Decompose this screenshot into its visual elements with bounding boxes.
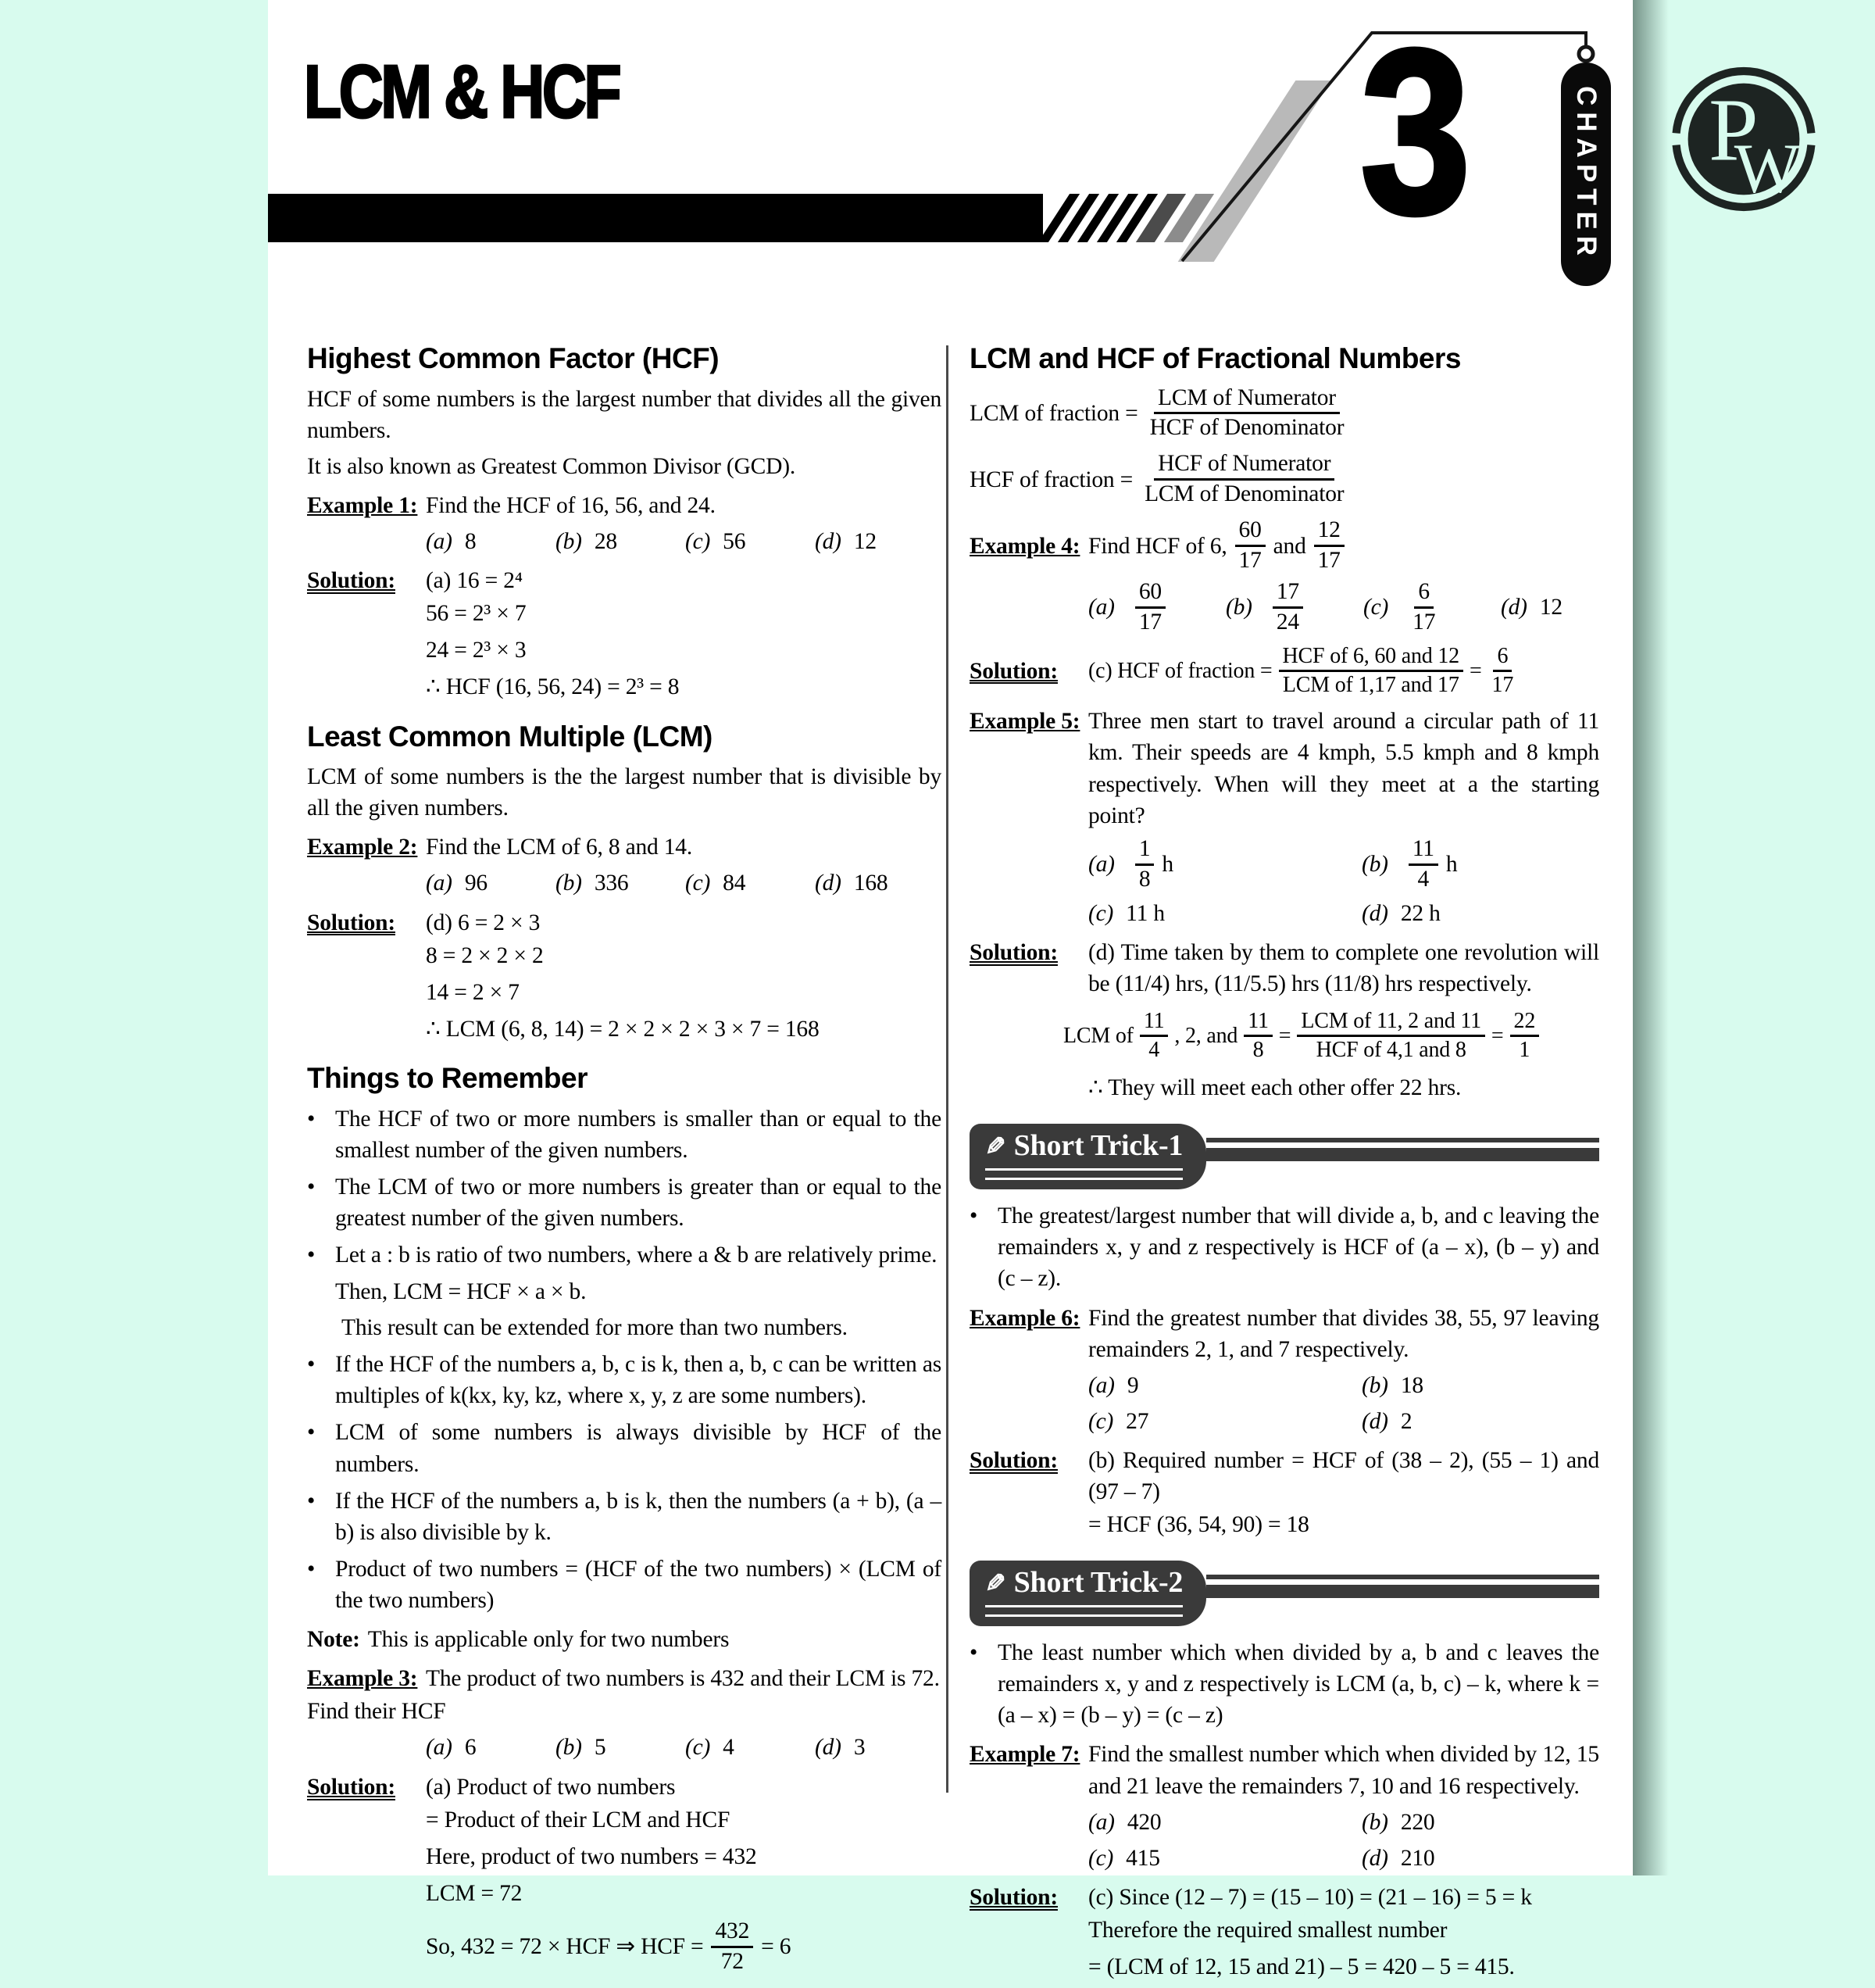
example-4 bbox=[970, 517, 1599, 574]
option: (a) 420 bbox=[1088, 1809, 1162, 1835]
solution-line: (a) 16 = 2⁴ bbox=[426, 568, 523, 594]
note: Note: This is applicable only for two numbers bbox=[307, 1627, 730, 1653]
solution-line: LCM = 72 bbox=[426, 1880, 523, 1906]
example-3 bbox=[307, 1663, 941, 1694]
section-heading-things: Things to Remember bbox=[307, 1061, 588, 1094]
option: (c) 415 bbox=[1088, 1845, 1160, 1871]
example-label: Example 2: bbox=[307, 835, 418, 860]
short-trick-2-banner bbox=[970, 1561, 1599, 1626]
option: (a) $\frac{60}{17}$ bbox=[1088, 579, 1226, 636]
option: (a) 96 bbox=[426, 871, 488, 896]
solution-lines bbox=[307, 940, 941, 1045]
bullet-item: • Product of two numbers = (HCF of the two numbers) × (LCM of the two numbers) bbox=[307, 1554, 941, 1616]
bullet-icon: • bbox=[307, 1556, 316, 1582]
short-trick-label: Short Trick-2 bbox=[1013, 1566, 1184, 1600]
option: (a) 6 bbox=[426, 1735, 477, 1761]
solution-line: (b) Required number = HCF of (38 – 2), (55 – 1) and (97 – 7) bbox=[1088, 1447, 1599, 1505]
fraction: $\frac{11}{4}$ bbox=[1409, 836, 1438, 893]
bullet-item: • LCM of some numbers is always divisible by HCF of the numbers. bbox=[307, 1417, 941, 1479]
option: (d) 12 bbox=[815, 528, 877, 554]
left-column bbox=[307, 342, 941, 1985]
bullet-icon: • bbox=[307, 1488, 316, 1514]
example-2 bbox=[307, 831, 941, 863]
example-label: Example 5: bbox=[970, 709, 1080, 735]
fraction: $\frac{6}{17}$ bbox=[1491, 643, 1514, 698]
right-column bbox=[970, 342, 1599, 1988]
page-edge-shadow bbox=[1633, 0, 1669, 1875]
bullet-item: • Let a : b is ratio of two numbers, where a & b are relatively prime. bbox=[307, 1239, 941, 1271]
bullet-item: • If the HCF of the numbers a, b, c is k, then a, b, c can be written as multiples of k(kx, ky, kz, where x, y, z are some numbers). bbox=[307, 1349, 941, 1411]
example-label: Example 7: bbox=[970, 1742, 1080, 1768]
solution-6 bbox=[970, 1445, 1599, 1507]
solution-line: 14 = 2 × 7 bbox=[426, 979, 520, 1005]
svg-text:W: W bbox=[1734, 130, 1801, 208]
fraction: $\frac{22}{1}$ bbox=[1510, 1009, 1540, 1063]
note-label: Note: bbox=[307, 1627, 360, 1653]
options-row bbox=[307, 867, 941, 899]
short-trick-badge bbox=[970, 1124, 1206, 1189]
option: (b) 220 bbox=[1362, 1809, 1435, 1835]
hcf-fraction-definition: HCF of fraction = $\frac{\text{HCF of Numerator}}{\text{LCM of Denominator}}$ bbox=[970, 451, 1599, 508]
option: (b) 5 bbox=[555, 1735, 606, 1761]
option: (c) 27 bbox=[1088, 1408, 1149, 1434]
paragraph: It is also known as Greatest Common Divisor (GCD). bbox=[307, 453, 795, 479]
options-row bbox=[970, 1406, 1599, 1437]
solution-label: Solution: bbox=[970, 658, 1058, 684]
solution-lines bbox=[970, 1072, 1599, 1103]
bullet-subline: Then, LCM = HCF × a × b. bbox=[335, 1279, 587, 1305]
option: (b) 18 bbox=[1362, 1372, 1423, 1398]
fraction: $\frac{60}{17}$ bbox=[1235, 517, 1266, 574]
option: (c) $\frac{6}{17}$ bbox=[1363, 579, 1501, 636]
options-row bbox=[970, 1807, 1599, 1838]
solution-label: Solution: bbox=[970, 1447, 1058, 1473]
solution-line: Therefore the required smallest number bbox=[1088, 1917, 1448, 1943]
solution-line: (a) Product of two numbers bbox=[426, 1774, 676, 1800]
solution-line: = (LCM of 12, 15 and 21) – 5 = 420 – 5 = 415. bbox=[1088, 1954, 1515, 1980]
solution-line: = HCF (36, 54, 90) = 18 bbox=[1088, 1512, 1309, 1538]
banner-rules bbox=[1206, 1575, 1599, 1598]
bullet-item: • If the HCF of the numbers a, b is k, then the numbers (a + b), (a – b) is also divisible by k. bbox=[307, 1486, 941, 1548]
fraction: $\frac{17}{24}$ bbox=[1273, 579, 1303, 636]
solution-7 bbox=[970, 1882, 1599, 1913]
option: (b) 28 bbox=[555, 528, 617, 554]
short-trick-badge bbox=[970, 1561, 1206, 1626]
option: (a) $\frac{1}{8}$ h bbox=[1088, 835, 1173, 892]
option: (d) 168 bbox=[815, 871, 888, 896]
section-heading-fractional: LCM and HCF of Fractional Numbers bbox=[970, 342, 1461, 374]
bullet-subline: This result can be extended for more than two numbers. bbox=[341, 1315, 848, 1341]
example-label: Example 3: bbox=[307, 1666, 418, 1692]
svg-text:P: P bbox=[1709, 80, 1759, 180]
solution-lines bbox=[307, 598, 941, 703]
option: (d) 12 bbox=[1501, 595, 1562, 620]
option: (b) $\frac{11}{4}$ h bbox=[1362, 835, 1458, 892]
solution-line: Here, product of two numbers = 432 bbox=[426, 1843, 757, 1869]
chapter-tag-label: CHAPTER bbox=[1570, 86, 1602, 263]
column-divider bbox=[946, 345, 948, 1793]
option: (d) 2 bbox=[1362, 1408, 1412, 1434]
solution-lines bbox=[307, 1804, 941, 1909]
options-row bbox=[970, 898, 1599, 929]
solution-line: 24 = 2³ × 3 bbox=[426, 638, 527, 663]
example-label: Example 6: bbox=[970, 1305, 1080, 1331]
bullet-item: • The LCM of two or more numbers is greater than or equal to the greatest number of the given numbers. bbox=[307, 1171, 941, 1234]
bullet-icon: • bbox=[970, 1640, 978, 1666]
page-title: LCM & HCF bbox=[304, 50, 620, 134]
example-question: Find the smallest number which when divided by 12, 15 and 21 leave the remainders 7, 10 and 16 respectively. bbox=[1088, 1742, 1599, 1799]
option: (d) 210 bbox=[1362, 1845, 1435, 1871]
example-5 bbox=[970, 706, 1599, 831]
option: (c) 11 h bbox=[1088, 900, 1165, 926]
lcm-fraction-definition: LCM of fraction = $\frac{\text{LCM of Numerator}}{\text{HCF of Denominator}}$ bbox=[970, 385, 1599, 442]
solution-line: ∴ They will meet each other offer 22 hrs. bbox=[1088, 1075, 1462, 1101]
bullet-item: • The least number which when divided by a, b and c leaves the remainders x, y and z respectively is LCM (a, b, c) – k, where k = (a – x) = (b – y) = (c – z) bbox=[970, 1637, 1599, 1731]
bullet-icon: • bbox=[307, 1106, 316, 1132]
options-row bbox=[970, 1370, 1599, 1401]
solution-label: Solution: bbox=[307, 568, 395, 594]
bullet-item: • The HCF of two or more numbers is smaller than or equal to the smallest number of the given numbers. bbox=[307, 1103, 941, 1166]
example-question: Find the greatest number that divides 38, 55, 97 leaving remainders 2, 1, and 7 respectively. bbox=[1088, 1305, 1599, 1362]
option: (c) 4 bbox=[685, 1735, 734, 1761]
example-question: Find the HCF of 16, 56, and 24. bbox=[426, 492, 716, 518]
solution-line: ∴ HCF (16, 56, 24) = 2³ = 8 bbox=[426, 674, 680, 700]
short-trick-1-banner bbox=[970, 1124, 1599, 1189]
solution-line: ∴ LCM (6, 8, 14) = 2 × 2 × 2 × 3 × 7 = 168 bbox=[426, 1016, 820, 1042]
example-label: Example 4: bbox=[970, 533, 1080, 559]
pw-logo-icon bbox=[1664, 59, 1823, 219]
option: (b) 336 bbox=[555, 871, 629, 896]
solution-label: Solution: bbox=[970, 939, 1058, 965]
options-row bbox=[307, 1732, 941, 1763]
solution-line: = Product of their LCM and HCF bbox=[426, 1807, 730, 1832]
option: (b) $\frac{17}{24}$ bbox=[1226, 579, 1363, 636]
option: (c) 84 bbox=[685, 871, 746, 896]
fraction: $\frac{\text{LCM of Numerator}}{\text{HCF of Denominator}}$ bbox=[1149, 384, 1345, 441]
example-question: Find the LCM of 6, 8 and 14. bbox=[426, 835, 693, 860]
fraction: $\frac{\text{LCM of 11, 2 and 11}}{\text{HCF of 4,1 and 8}}$ bbox=[1297, 1009, 1485, 1063]
option: (a) 9 bbox=[1088, 1372, 1139, 1398]
bullet-icon: • bbox=[307, 1242, 316, 1268]
chapter-tag bbox=[1561, 63, 1611, 286]
example-question: Find HCF of 6, $\frac{60}{17}$ and $\frac{12}{17}$ bbox=[1088, 517, 1352, 574]
solution-2 bbox=[307, 907, 941, 939]
solution-line: 56 = 2³ × 7 bbox=[426, 601, 527, 627]
short-trick-label: Short Trick-1 bbox=[1013, 1129, 1184, 1163]
solution-line: (d) 6 = 2 × 3 bbox=[426, 910, 541, 935]
solution-equation: So, 432 = 72 × HCF ⇒ HCF = $\frac{432}{72}$ = 6 bbox=[426, 1918, 791, 1974]
example-question: Three men start to travel around a circular path of 11 km. Their speeds are 4 kmph, 5.5 kmph and 8 kmph respectively. When will they meet at a the starting point? bbox=[1088, 709, 1599, 828]
chapter-number: 3 bbox=[1360, 0, 1471, 263]
solution-lines bbox=[970, 1915, 1599, 1983]
bullet-icon: • bbox=[307, 1352, 316, 1378]
example-1 bbox=[307, 490, 941, 521]
solution-lines bbox=[970, 1509, 1599, 1540]
solution-label: Solution: bbox=[970, 1884, 1058, 1910]
solution-line: (d) Time taken by them to complete one revolution will be (11/4) hrs, (11/5.5) hrs (11/8) hrs respectively. bbox=[1088, 939, 1599, 996]
solution-3 bbox=[307, 1772, 941, 1803]
pencil-icon: ✎ bbox=[985, 1568, 1006, 1597]
book-page bbox=[268, 0, 1633, 1980]
solution-equation: (c) HCF of fraction = $\frac{\text{HCF of 6, 60 and 12}}{\text{LCM of 1,17 and 17}}$ = $\frac{6}{17}$ bbox=[1088, 644, 1523, 698]
fraction: $\frac{1}{8}$ bbox=[1135, 836, 1155, 893]
solution-label: Solution: bbox=[307, 910, 395, 935]
example-question-continued: Find their HCF bbox=[307, 1699, 446, 1725]
fraction: $\frac{60}{17}$ bbox=[1135, 579, 1166, 636]
option: (d) 22 h bbox=[1362, 900, 1441, 926]
badge-underline bbox=[985, 1168, 1183, 1180]
banner-rules bbox=[1206, 1138, 1599, 1161]
example-question: The product of two numbers is 432 and their LCM is 72. bbox=[426, 1666, 940, 1692]
fraction: $\frac{432}{72}$ bbox=[711, 1918, 753, 1975]
fraction: $\frac{\text{HCF of Numerator}}{\text{LCM of Denominator}}$ bbox=[1145, 451, 1345, 507]
option: (a) 8 bbox=[426, 528, 477, 554]
fraction: $\frac{6}{17}$ bbox=[1412, 579, 1436, 635]
option: (c) 56 bbox=[685, 528, 746, 554]
fraction: $\frac{11}{4}$ bbox=[1140, 1009, 1169, 1063]
paragraph: LCM of some numbers is the the largest number that is divisible by all the given numbers. bbox=[307, 764, 941, 821]
example-6 bbox=[970, 1303, 1599, 1365]
solution-1 bbox=[307, 565, 941, 596]
pencil-icon: ✎ bbox=[985, 1132, 1006, 1160]
solution-5 bbox=[970, 937, 1599, 999]
section-heading-lcm: Least Common Multiple (LCM) bbox=[307, 720, 712, 753]
pw-logo bbox=[1664, 59, 1823, 219]
option: (d) 3 bbox=[815, 1735, 866, 1761]
bullet-icon: • bbox=[307, 1174, 316, 1200]
solution-equation: LCM of $\frac{11}{4}$ , 2, and $\frac{11}{8}$ = $\frac{\text{LCM of 11, 2 and 11}}{\text{HCF of 4,1 and 8}}$ = $\frac{22}{1}$ bbox=[970, 1009, 1599, 1063]
solution-line: 8 = 2 × 2 × 2 bbox=[426, 942, 544, 968]
fraction: $\frac{11}{8}$ bbox=[1244, 1009, 1273, 1063]
section-heading-hcf: Highest Common Factor (HCF) bbox=[307, 342, 720, 374]
paragraph: HCF of some numbers is the largest number that divides all the given numbers. bbox=[307, 386, 941, 443]
tag-ring-icon bbox=[1579, 47, 1593, 61]
bullet-item: • The greatest/largest number that will divide a, b, and c leaving the remainders x, y and z respectively is HCF of (a – x), (b – y) and (c – z). bbox=[970, 1200, 1599, 1294]
fraction: $\frac{12}{17}$ bbox=[1314, 517, 1345, 574]
options-row bbox=[307, 526, 941, 557]
solution-line: (c) Since (12 – 7) = (15 – 10) = (21 – 16) = 5 = k bbox=[1088, 1884, 1532, 1910]
bullet-icon: • bbox=[307, 1420, 316, 1446]
fraction: $\frac{\text{HCF of 6, 60 and 12}}{\text{LCM of 1,17 and 17}}$ bbox=[1279, 644, 1463, 698]
options-row bbox=[970, 836, 1599, 893]
solution-4 bbox=[970, 644, 1599, 698]
options-row bbox=[970, 579, 1599, 636]
badge-underline bbox=[985, 1605, 1183, 1617]
example-7 bbox=[970, 1739, 1599, 1801]
bullet-icon: • bbox=[970, 1203, 978, 1229]
example-label: Example 1: bbox=[307, 492, 418, 518]
options-row bbox=[970, 1843, 1599, 1874]
solution-label: Solution: bbox=[307, 1774, 395, 1800]
